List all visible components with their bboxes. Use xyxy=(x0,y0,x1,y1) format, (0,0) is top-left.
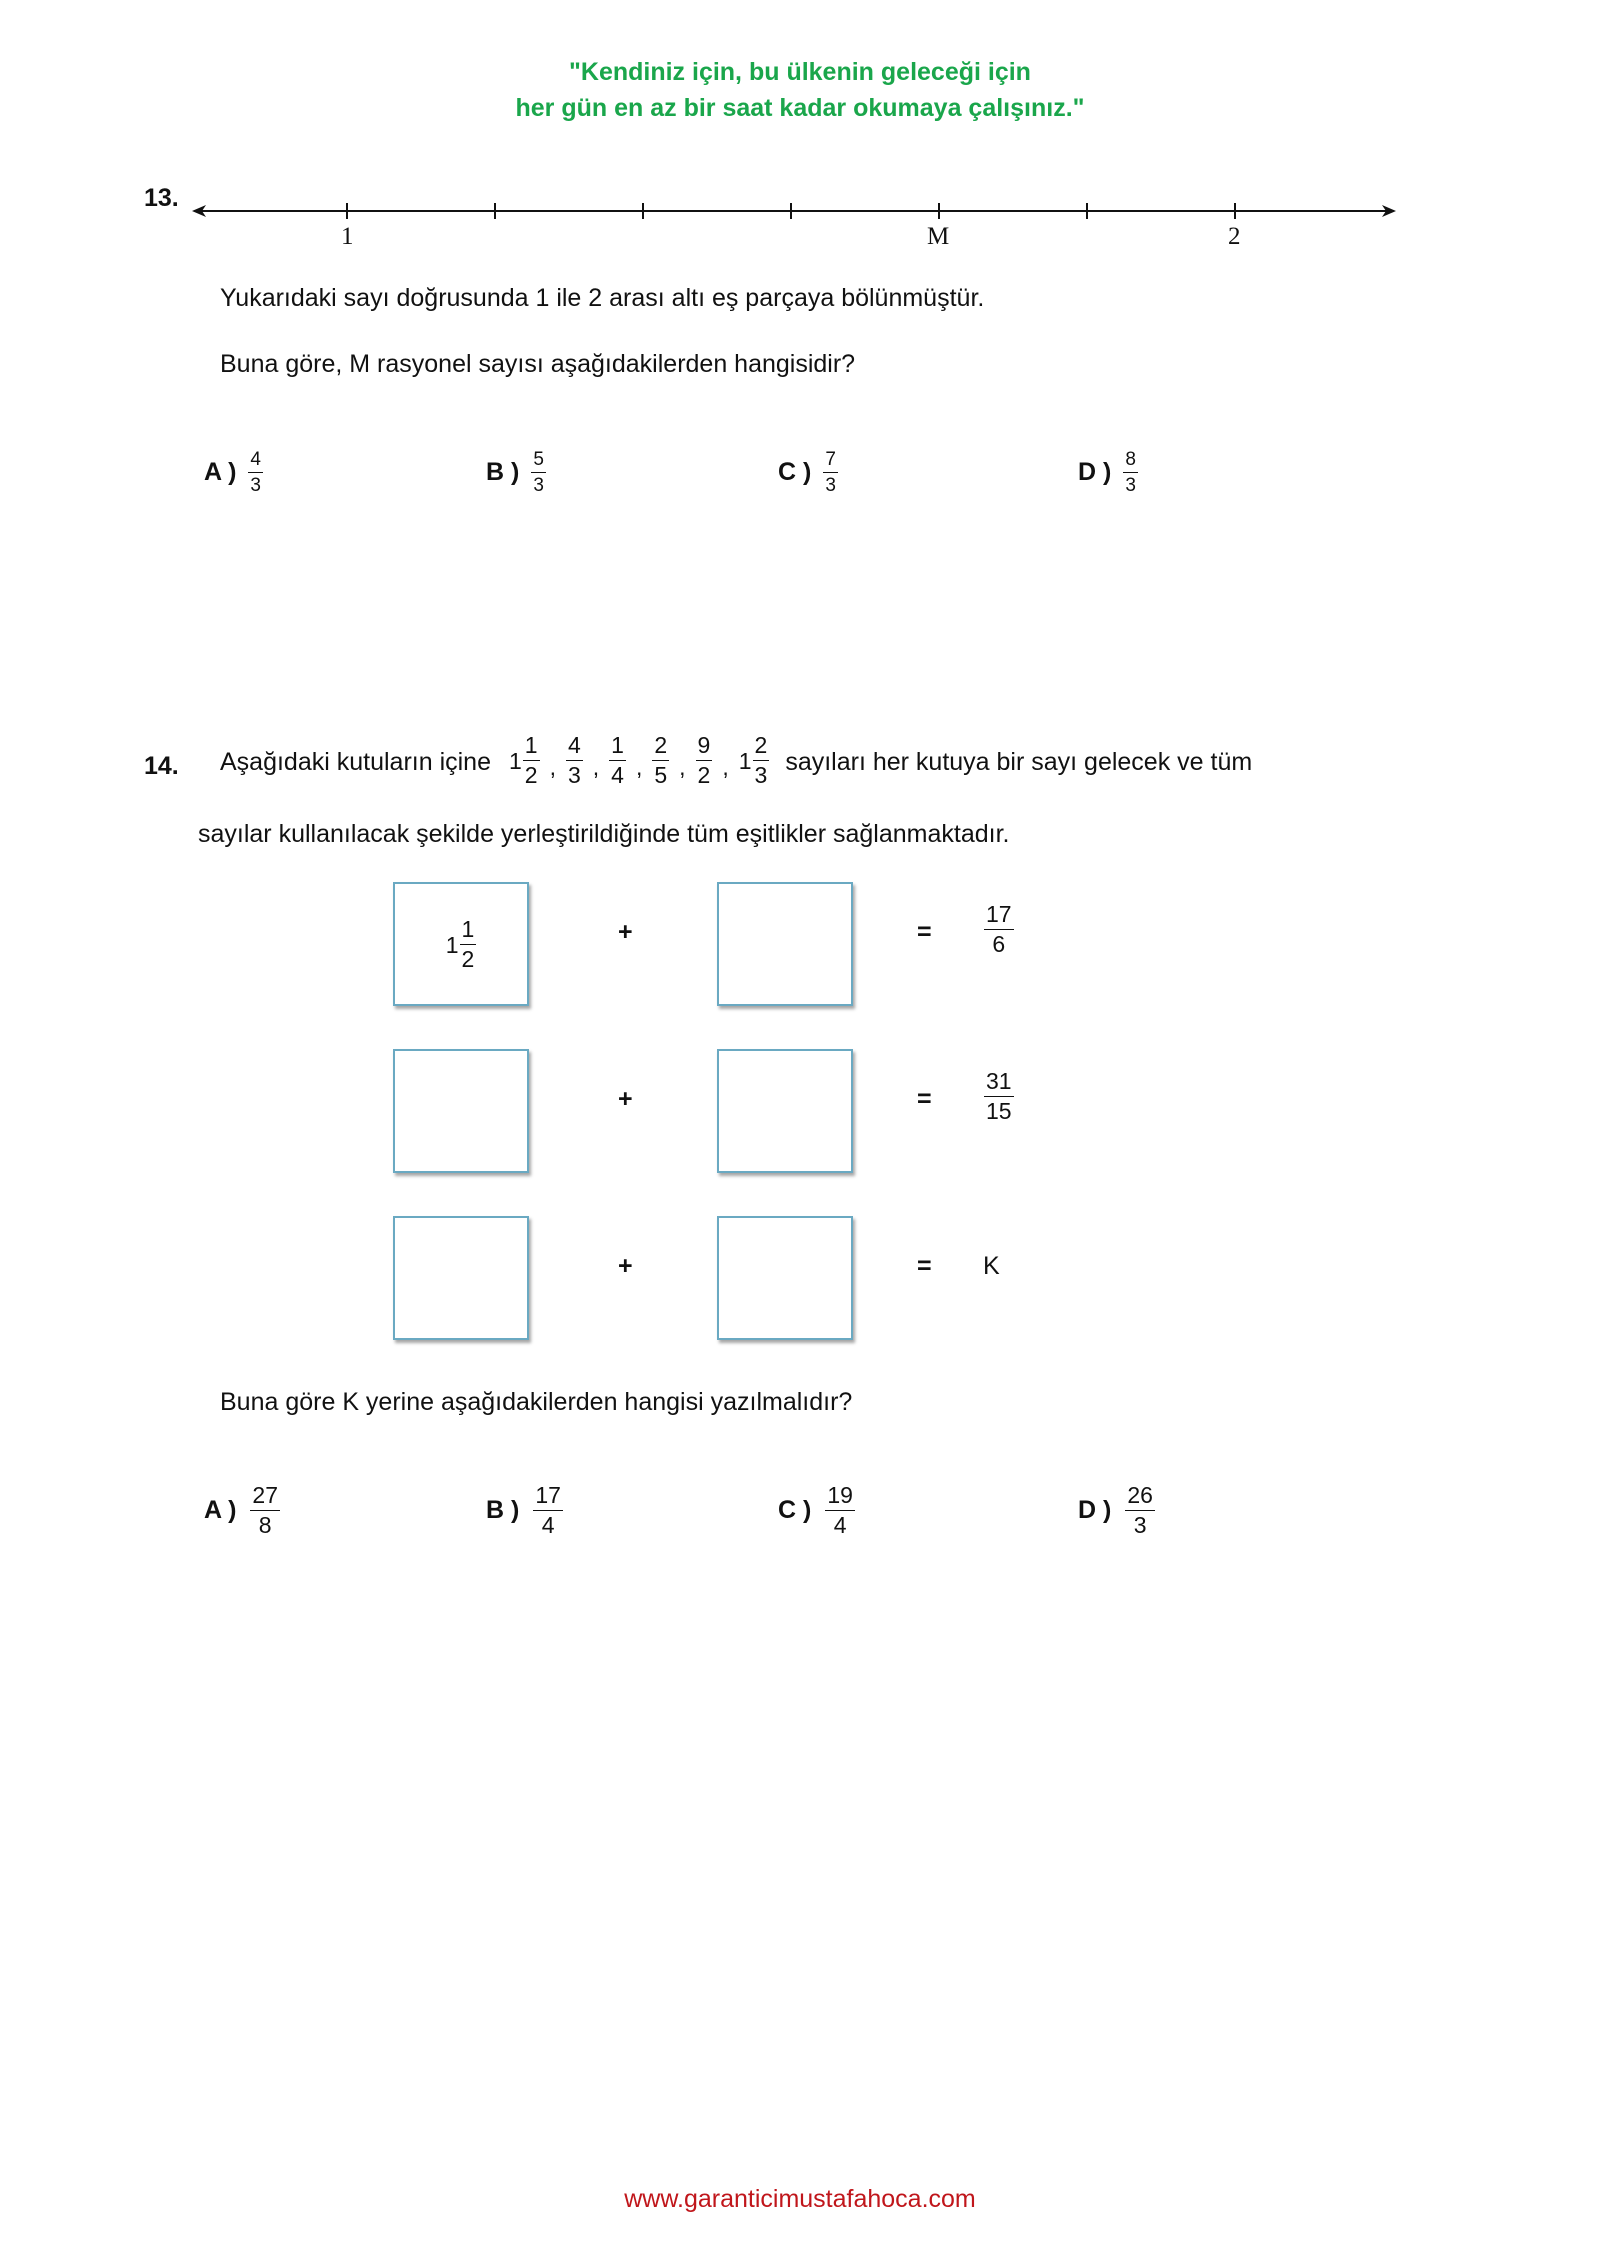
option-label: B ) xyxy=(486,1496,520,1524)
option-label: A ) xyxy=(204,458,237,486)
answer-box-3a[interactable] xyxy=(393,1216,529,1340)
option-fraction xyxy=(533,1484,563,1537)
fraction-numerator: 4 xyxy=(566,734,583,761)
q14-option-b[interactable] xyxy=(486,1484,563,1537)
option-label: C ) xyxy=(778,458,812,486)
separator: , xyxy=(592,754,600,780)
question-14-intro-after: sayıları her kutuya bir sayı gelecek ve tüm xyxy=(785,748,1253,776)
separator: , xyxy=(635,754,643,780)
fraction-denominator: 3 xyxy=(1125,475,1136,496)
question-13-text-2: Buna göre, M rasyonel sayısı aşağıdakilerden hangisidir? xyxy=(220,350,856,378)
fraction-denominator: 4 xyxy=(833,1512,847,1538)
number-item-5 xyxy=(696,734,713,787)
fraction-numerator: 1 xyxy=(609,734,626,761)
fraction-denominator: 3 xyxy=(754,762,768,788)
fraction-denominator: 2 xyxy=(461,945,475,972)
fraction-denominator: 3 xyxy=(567,762,581,788)
fraction-denominator: 8 xyxy=(258,1512,272,1538)
option-label: D ) xyxy=(1078,1496,1112,1524)
fraction-denominator: 4 xyxy=(611,762,624,788)
question-13-number: 13. xyxy=(144,184,179,212)
q13-option-a[interactable] xyxy=(204,450,263,495)
question-14-number: 14. xyxy=(144,752,179,780)
answer-box-3b[interactable] xyxy=(717,1216,853,1340)
option-fraction xyxy=(531,450,546,495)
fraction-denominator: 3 xyxy=(825,475,836,496)
number-item-3 xyxy=(609,734,626,787)
option-fraction xyxy=(823,450,838,495)
option-fraction xyxy=(248,450,263,495)
option-fraction xyxy=(825,1484,855,1537)
fraction-numerator: 17 xyxy=(984,903,1014,930)
whole-part: 1 xyxy=(445,931,459,958)
q13-option-c[interactable] xyxy=(778,450,838,495)
fraction-denominator: 15 xyxy=(986,1098,1012,1124)
question-14-text-2: sayılar kullanılacak şekilde yerleştirildiğinde tüm eşitlikler sağlanmaktadır. xyxy=(198,820,1010,848)
fraction-denominator: 5 xyxy=(654,762,668,788)
fraction-numerator: 19 xyxy=(825,1484,855,1511)
answer-box-2a[interactable] xyxy=(393,1049,529,1173)
option-label: C ) xyxy=(778,1496,812,1524)
q14-option-c[interactable] xyxy=(778,1484,855,1537)
plus-sign: + xyxy=(618,918,633,946)
fraction-numerator: 27 xyxy=(250,1484,280,1511)
question-14-question: Buna göre K yerine aşağıdakilerden hangisi yazılmalıdır? xyxy=(220,1388,853,1416)
q14-option-a[interactable] xyxy=(204,1484,280,1537)
fraction-numerator: 2 xyxy=(753,734,770,761)
option-label: D ) xyxy=(1078,458,1112,486)
fraction-numerator: 5 xyxy=(531,450,546,473)
question-14-intro-text: Aşağıdaki kutuların içine xyxy=(220,748,491,776)
question-14-intro xyxy=(220,734,1252,787)
fraction-numerator: 1 xyxy=(460,918,477,945)
number-item-4 xyxy=(652,734,669,787)
separator: , xyxy=(679,754,686,780)
option-label: B ) xyxy=(486,458,520,486)
number-item-6 xyxy=(739,734,770,787)
fraction-denominator: 3 xyxy=(250,475,261,496)
plus-sign: + xyxy=(618,1252,633,1280)
separator: , xyxy=(549,754,556,780)
result-3-k: K xyxy=(983,1252,1000,1280)
whole-part: 1 xyxy=(738,748,752,774)
answer-box-2b[interactable] xyxy=(717,1049,853,1173)
fraction-denominator: 2 xyxy=(524,762,538,788)
option-fraction xyxy=(1125,1484,1155,1537)
fraction-numerator: 2 xyxy=(652,734,669,761)
number-item-2 xyxy=(566,734,583,787)
equals-sign: = xyxy=(917,1252,932,1280)
fraction-numerator: 31 xyxy=(984,1070,1014,1097)
option-label: A ) xyxy=(204,1496,237,1524)
fraction-numerator: 17 xyxy=(533,1484,563,1511)
whole-part: 1 xyxy=(508,748,522,774)
option-fraction xyxy=(250,1484,280,1537)
equals-sign: = xyxy=(917,1085,932,1113)
result-2 xyxy=(984,1070,1014,1123)
fraction-denominator: 6 xyxy=(992,931,1006,957)
numberline-label-2: 2 xyxy=(1228,223,1241,250)
number-item-1 xyxy=(509,734,540,787)
equals-sign: = xyxy=(917,918,932,946)
fraction-numerator: 7 xyxy=(823,450,838,473)
footer-website-link[interactable]: www.garanticimustafahoca.com xyxy=(624,2185,976,2213)
numberline-label-M: M xyxy=(927,223,950,250)
q14-option-d[interactable] xyxy=(1078,1484,1155,1537)
fraction-denominator: 2 xyxy=(697,762,711,788)
fraction-numerator: 4 xyxy=(248,450,263,473)
fraction-numerator: 26 xyxy=(1125,1484,1155,1511)
result-1 xyxy=(984,903,1014,956)
fraction-denominator: 3 xyxy=(533,475,544,496)
answer-box-1b[interactable] xyxy=(717,882,853,1006)
fraction-denominator: 4 xyxy=(541,1512,555,1538)
fraction-numerator: 8 xyxy=(1123,450,1138,473)
plus-sign: + xyxy=(618,1085,633,1113)
header-quote-line-2: her gün en az bir saat kadar okumaya çalışınız." xyxy=(515,94,1085,122)
fraction-numerator: 1 xyxy=(523,734,540,761)
numberline-label-1: 1 xyxy=(341,223,354,250)
number-line xyxy=(190,195,1400,225)
question-13-text-1: Yukarıdaki sayı doğrusunda 1 ile 2 arası altı eş parçaya bölünmüştür. xyxy=(220,284,985,312)
fraction-numerator: 9 xyxy=(696,734,713,761)
separator: , xyxy=(722,754,729,780)
header-quote-line-1: "Kendiniz için, bu ülkenin geleceği için xyxy=(569,58,1031,86)
q13-option-d[interactable] xyxy=(1078,450,1138,495)
fraction-denominator: 3 xyxy=(1133,1512,1147,1538)
answer-box-1a[interactable] xyxy=(393,882,529,1006)
option-fraction xyxy=(1123,450,1138,495)
prefilled-mixed-number xyxy=(445,915,477,972)
q13-option-b[interactable] xyxy=(486,450,546,495)
